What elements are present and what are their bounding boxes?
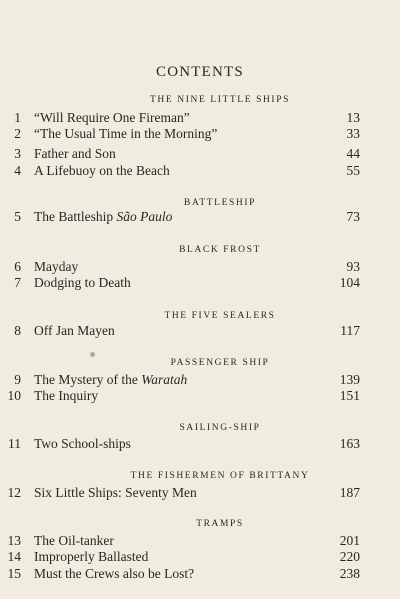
toc-entry[interactable] xyxy=(0,436,400,452)
chapter-number: 1 xyxy=(14,110,21,125)
page-number: 201 xyxy=(339,533,360,548)
chapter-title: The Inquiry xyxy=(34,388,99,403)
section-heading: THE NINE LITTLE SHIPS xyxy=(150,95,290,105)
toc-entry[interactable] xyxy=(0,163,400,179)
chapter-title: The Oil-tanker xyxy=(34,533,114,548)
chapter-number: 15 xyxy=(7,566,21,581)
toc-entry[interactable] xyxy=(0,209,400,225)
toc-entry[interactable] xyxy=(0,126,400,142)
paper-speck xyxy=(90,352,95,357)
toc-entry[interactable] xyxy=(0,566,400,582)
chapter-number: 2 xyxy=(14,126,21,141)
chapter-title: Two School-ships xyxy=(34,436,131,451)
chapter-title xyxy=(34,372,187,388)
page-number: 44 xyxy=(346,146,360,161)
chapter-title-prefix: The Battleship xyxy=(34,209,117,224)
chapter-title: Off Jan Mayen xyxy=(34,323,115,338)
chapter-title: A Lifebuoy on the Beach xyxy=(34,163,170,178)
page-number: 93 xyxy=(346,259,360,274)
toc-entry[interactable] xyxy=(0,388,400,404)
chapter-number: 12 xyxy=(7,485,21,500)
chapter-title: Must the Crews also be Lost? xyxy=(34,566,195,581)
toc-entry[interactable] xyxy=(0,275,400,291)
chapter-title: Dodging to Death xyxy=(34,275,131,290)
section-heading: BATTLESHIP xyxy=(184,198,256,208)
chapter-title-italic: São Paulo xyxy=(116,209,173,224)
page-number: 104 xyxy=(339,275,360,290)
chapter-number: 5 xyxy=(14,209,21,224)
chapter-number: 10 xyxy=(7,388,21,403)
toc-entry[interactable] xyxy=(0,146,400,162)
chapter-title-prefix: The Mystery of the xyxy=(34,372,142,387)
page-number: 238 xyxy=(339,566,360,581)
page-number: 163 xyxy=(339,436,360,451)
page-title: CONTENTS xyxy=(156,64,244,80)
chapter-number: 13 xyxy=(7,533,21,548)
section-heading: THE FISHERMEN OF BRITTANY xyxy=(130,471,310,481)
page-number: 13 xyxy=(346,110,360,125)
page-number: 117 xyxy=(340,323,360,338)
section-heading: TRAMPS xyxy=(196,519,244,529)
toc-entry[interactable] xyxy=(0,533,400,549)
toc-entry[interactable] xyxy=(0,323,400,339)
chapter-title: Improperly Ballasted xyxy=(34,549,149,564)
chapter-title: Father and Son xyxy=(34,146,116,161)
toc-entry[interactable] xyxy=(0,259,400,275)
chapter-title: “Will Require One Fireman” xyxy=(34,110,190,125)
page-number: 220 xyxy=(339,549,360,564)
page-number: 33 xyxy=(346,126,360,141)
chapter-number: 11 xyxy=(8,436,21,451)
chapter-number: 7 xyxy=(14,275,21,290)
chapter-number: 3 xyxy=(14,146,21,161)
chapter-number: 4 xyxy=(14,163,21,178)
section-heading: SAILING-SHIP xyxy=(179,423,261,433)
chapter-title: Six Little Ships: Seventy Men xyxy=(34,485,197,500)
chapter-number: 14 xyxy=(7,549,21,564)
page-number: 73 xyxy=(346,209,360,224)
toc-entry[interactable] xyxy=(0,110,400,126)
chapter-title-italic: Waratah xyxy=(141,372,188,387)
chapter-title: “The Usual Time in the Morning” xyxy=(34,126,218,141)
page-number: 139 xyxy=(339,372,360,387)
page-number: 55 xyxy=(346,163,360,178)
chapter-title: Mayday xyxy=(34,259,79,274)
page-number: 151 xyxy=(339,388,360,403)
toc-entry[interactable] xyxy=(0,485,400,501)
toc-entry[interactable] xyxy=(0,549,400,565)
chapter-title xyxy=(34,209,172,225)
page-number: 187 xyxy=(339,485,360,500)
section-heading: PASSENGER SHIP xyxy=(170,358,270,368)
toc-entry[interactable] xyxy=(0,372,400,388)
section-heading: THE FIVE SEALERS xyxy=(164,311,276,321)
chapter-number: 9 xyxy=(14,372,21,387)
section-heading: BLACK FROST xyxy=(179,245,261,255)
chapter-number: 6 xyxy=(14,259,21,274)
chapter-number: 8 xyxy=(14,323,21,338)
